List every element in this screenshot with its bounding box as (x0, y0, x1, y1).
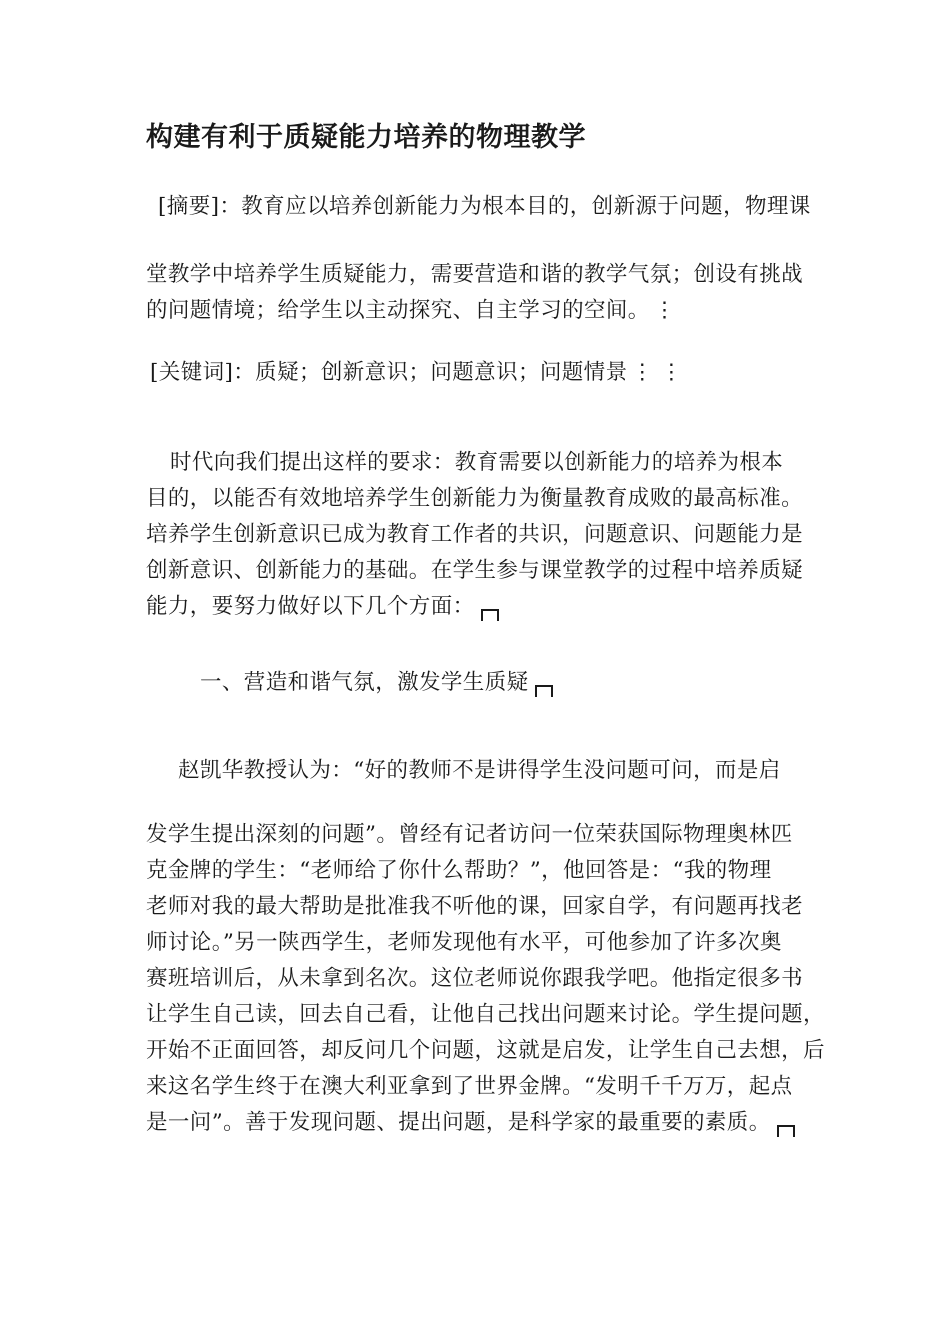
section-1-heading-text: 一、营造和谐气氛，激发学生质疑 (200, 670, 529, 695)
intro-line-5-text: 能力，要努力做好以下几个方面： (146, 594, 475, 619)
section-1-heading (200, 668, 870, 698)
intro-line-2: 目的，以能否有效地培养学生创新能力为衡量教育成败的最高标准。 (146, 486, 804, 511)
section-1-line-7: 让学生自己读，回去自己看，让他自己找出问题来讨论。学生提问题， (146, 1002, 825, 1027)
intro-line-3: 培养学生创新意识已成为教育工作者的共识，问题意识、问题能力是 (146, 522, 804, 547)
section-1-line-10-text: 是一问”。善于发现问题、提出问题，是科学家的最重要的素质。 (146, 1110, 771, 1135)
keywords-text: [关键词]：质疑；创新意识；问题意识；问题情景 (150, 360, 628, 385)
paragraph-mark-icon (535, 685, 553, 697)
keywords-line (150, 358, 820, 388)
section-1-line-10 (146, 1108, 816, 1138)
paragraph-mark-icon: ⋮ ⋮ (631, 360, 683, 385)
paragraph-mark-icon: ⋮ (653, 298, 676, 323)
section-1-line-6: 赛班培训后，从未拿到名次。这位老师说你跟我学吧。他指定很多书 (146, 966, 804, 991)
intro-line-5 (146, 592, 816, 622)
abstract-line-3 (146, 296, 816, 326)
intro-line-1: 时代向我们提出这样的要求：教育需要以创新能力的培养为根本 (170, 450, 784, 475)
paragraph-mark-icon (481, 609, 499, 621)
abstract-line-2: 堂教学中培养学生质疑能力，需要营造和谐的教学气氛；创设有挑战 (146, 262, 804, 287)
document-title: 构建有利于质疑能力培养的物理教学 (146, 122, 586, 153)
section-1-line-8: 开始不正面回答，却反问几个问题，这就是启发，让学生自己去想，后 (146, 1038, 825, 1063)
section-1-line-5: 师讨论。”另一陕西学生，老师发现他有水平，可他参加了许多次奥 (146, 930, 782, 955)
section-1-line-9: 来这名学生终于在澳大利亚拿到了世界金牌。“发明千千万万，起点 (146, 1074, 793, 1099)
section-1-line-4: 老师对我的最大帮助是批准我不听他的课，回家自学，有问题再找老 (146, 894, 804, 919)
intro-line-4: 创新意识、创新能力的基础。在学生参与课堂教学的过程中培养质疑 (146, 558, 804, 583)
section-1-line-1: 赵凯华教授认为：“好的教师不是讲得学生没问题可问，而是启 (178, 758, 781, 783)
abstract-line-1: [摘要]：教育应以培养创新能力为根本目的，创新源于问题，物理课 (158, 194, 811, 219)
paragraph-mark-icon (777, 1125, 795, 1137)
section-1-line-3: 克金牌的学生：“老师给了你什么帮助？”，他回答是：“我的物理 (146, 858, 772, 883)
section-1-line-2: 发学生提出深刻的问题”。曾经有记者访问一位荣获国际物理奥林匹 (146, 822, 793, 847)
abstract-line-3-text: 的问题情境；给学生以主动探究、自主学习的空间。 (146, 298, 650, 323)
